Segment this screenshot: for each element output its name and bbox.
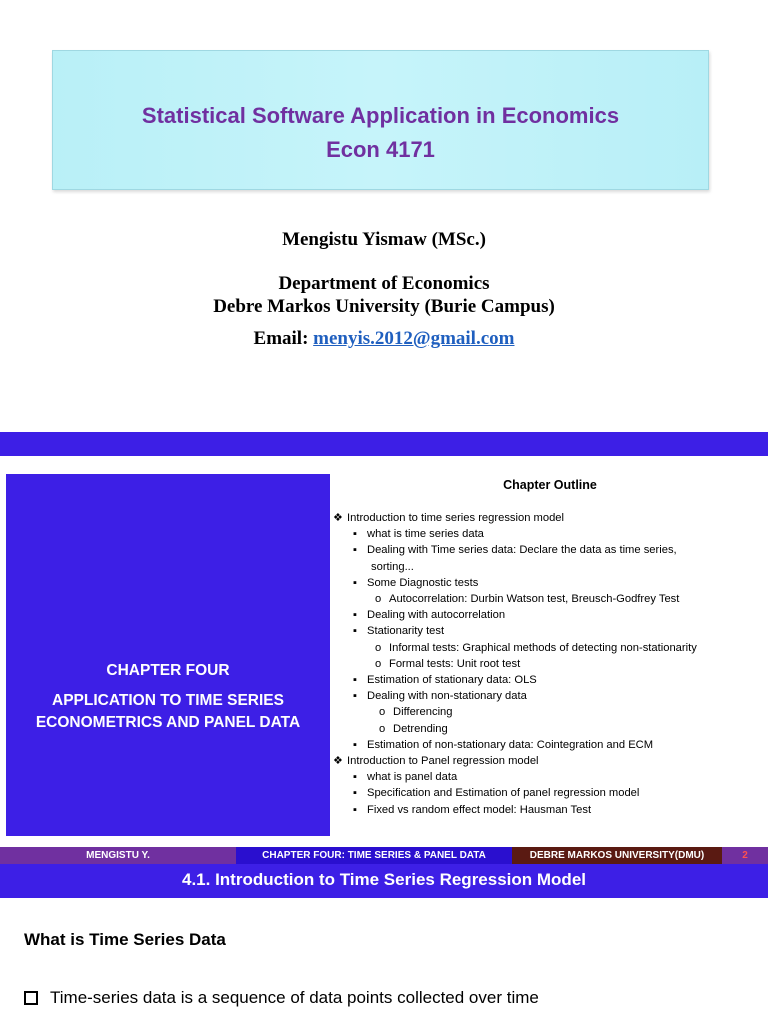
outline-item: o Differencing [333,704,763,720]
email-link[interactable]: menyis.2012@gmail.com [313,328,515,349]
outline-item: ▪ what is panel data [333,769,763,785]
slide-footer [0,847,768,864]
outline-item: o Detrending [333,721,763,737]
circle-bullet-icon: o [375,593,382,606]
outline-item: ▪ Estimation of non-stationary data: Cointegration and ECM [333,737,763,753]
slide-3 [0,864,768,1024]
section-subheading: What is Time Series Data [24,930,226,949]
outline-item: ❖ Introduction to time series regression model [333,510,763,526]
footer-author: MENGISTU Y. [0,847,236,864]
title-box [52,50,709,190]
square-bullet-icon: ▪ [353,803,357,816]
outline-item: ▪ Dealing with autocorrelation [333,607,763,623]
outline-item: ▪ Estimation of stationary data: OLS [333,672,763,688]
outline-item: ▪ Stationarity test [333,623,763,639]
outline-item: o Formal tests: Unit root test [333,656,763,672]
square-bullet-icon: ▪ [353,544,357,557]
chapter-subtitle-line-1: APPLICATION TO TIME SERIES [52,692,284,709]
outline-item: sorting... [371,560,414,573]
square-bullet-icon: ▪ [353,576,357,589]
square-bullet-icon: ▪ [353,674,357,687]
footer-page-number: 2 [722,847,768,864]
outline-item: ▪ Dealing with Time series data: Declare the data as time series, [333,542,763,558]
bullet-item [24,988,539,1008]
chapter-title: CHAPTER FOUR [106,662,230,679]
circle-bullet-icon: o [375,657,382,670]
section-header: 4.1. Introduction to Time Series Regression Model [0,864,768,898]
course-title: Statistical Software Application in Economics [141,103,620,128]
chapter-subtitle-line-2: ECONOMETRICS AND PANEL DATA [35,714,301,731]
outline-item: ▪ Fixed vs random effect model: Hausman Test [333,802,763,818]
slide-1 [0,0,768,432]
outline-item: ▪ Specification and Estimation of panel regression model [333,785,763,801]
outline-item: ▪ Some Diagnostic tests [333,575,763,591]
outline-item: ▪ Dealing with non-stationary data [333,688,763,704]
outline-item: o Autocorrelation: Durbin Watson test, Breusch-Godfrey Test [333,591,763,607]
square-bullet-icon: ▪ [353,787,357,800]
top-bar [0,432,768,456]
email-line [0,328,768,350]
checkbox-bullet-icon [24,991,38,1005]
outline-item: ❖ Introduction to Panel regression model [333,753,763,769]
circle-bullet-icon: o [379,722,386,735]
outline-title: Chapter Outline [503,478,597,492]
square-bullet-icon: ▪ [353,771,357,784]
author-name: Mengistu Yismaw (MSc.) [282,229,486,250]
footer-university: DEBRE MARKOS UNIVERSITY(DMU) [512,847,722,864]
square-bullet-icon: ▪ [353,625,357,638]
outline-item: o Informal tests: Graphical methods of detecting non-stationarity [333,640,763,656]
chapter-box [6,474,330,836]
footer-chapter: CHAPTER FOUR: TIME SERIES & PANEL DATA [236,847,512,864]
email-label: Email: [253,328,309,349]
course-code: Econ 4171 [326,137,435,162]
department: Department of Economics [278,273,490,294]
chapter-outline [333,510,763,818]
circle-bullet-icon: o [379,706,386,719]
diamond-bullet-icon: ❖ [333,755,344,768]
square-bullet-icon: ▪ [353,609,357,622]
diamond-bullet-icon: ❖ [333,512,344,524]
chapter-subtitle [6,690,330,734]
square-bullet-icon: ▪ [353,738,357,751]
square-bullet-icon: ▪ [353,528,357,541]
outline-item: ▪ what is time series data [333,526,763,542]
bullet-text: Time-series data is a sequence of data points collected over time [50,988,539,1007]
square-bullet-icon: ▪ [353,690,357,703]
university: Debre Markos University (Burie Campus) [213,296,555,317]
circle-bullet-icon: o [375,641,382,654]
slide-2 [0,432,768,864]
